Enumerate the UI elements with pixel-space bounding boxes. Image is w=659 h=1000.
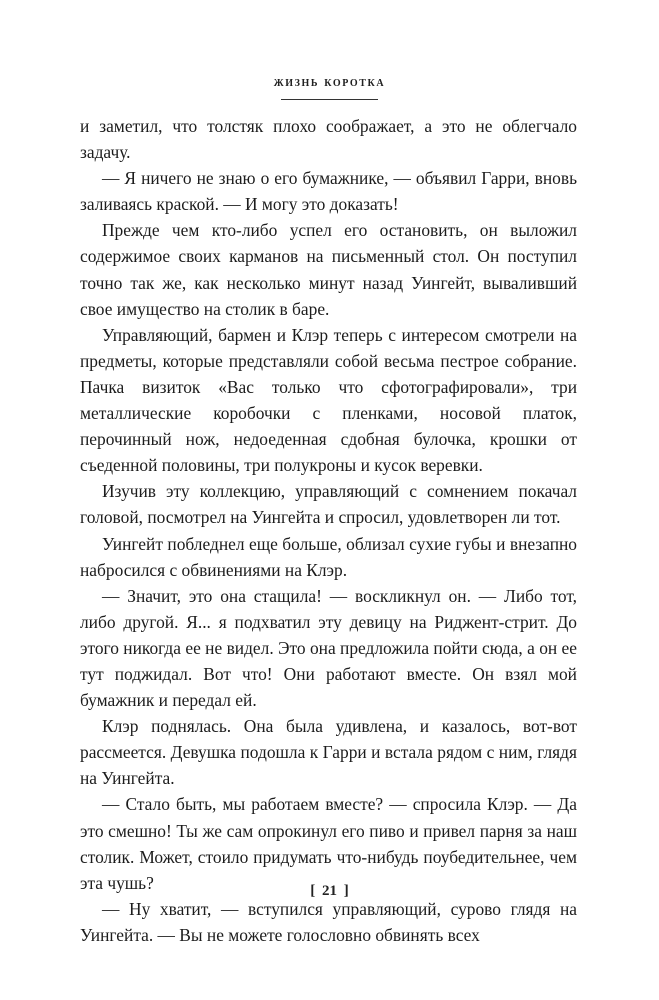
running-head-rule	[281, 99, 378, 100]
paragraph: — Я ничего не знаю о его бумажнике, — объявил Гарри, вновь заливаясь краской. — И могу это доказать!	[80, 168, 577, 215]
paragraph: — Значит, это она стащила! — воскликнул он. — Либо тот, либо другой. Я... я подхватил эту девицу на Риджент-стрит. До этого никогда ее не видел. Это она предложила пойти сюда, а он ее тут поджидал. Вот что! Они работают вместе. Он взял мой бумажник и передал ей.	[80, 585, 577, 711]
folio-number: 21	[322, 883, 337, 899]
body-text	[80, 113, 577, 948]
paragraph: Управляющий, бармен и Клэр теперь с интересом смотрели на предметы, которые представляли собой весьма пестрое собрание. Пачка визиток «Вас только что сфотографировали», три металлические коробочки с пленками, носовой платок, перочинный нож, недоеденная сдобная булочка, крошки от съеденной половины, три полукроны и кусок веревки.	[80, 324, 577, 476]
paragraph: Изучив эту коллекцию, управляющий с сомнением покачал головой, посмотрел на Уингейта и спросил, удовлетворен ли тот.	[80, 481, 577, 528]
running-head: жизнь коротка	[273, 75, 386, 90]
folio-close-bracket: ]	[343, 883, 349, 899]
folio-open-bracket: [	[310, 883, 316, 899]
paragraph: Клэр поднялась. Она была удивлена, и казалось, вот-вот рассмеется. Девушка подошла к Гарри и встала рядом с ним, глядя на Уингейта.	[80, 716, 577, 789]
paragraph: и заметил, что толстяк плохо соображает, а это не облегчало задачу.	[80, 116, 577, 163]
page-number	[0, 883, 659, 900]
paragraph: Уингейт побледнел еще больше, облизал сухие губы и внезапно набросился с обвинениями на Клэр.	[80, 533, 577, 580]
paragraph: — Стало быть, мы работаем вместе? — спросила Клэр. — Да это смешно! Ты же сам опрокинул его пиво и привел парня за наш столик. Может, стоило придумать что-нибудь поубедительнее, чем эта чушь?	[80, 794, 577, 893]
paragraph: — Ну хватит, — вступился управляющий, сурово глядя на Уингейта. — Вы не можете голословно обвинять всех	[80, 898, 577, 945]
paragraph: Прежде чем кто-либо успел его остановить, он выложил содержимое своих карманов на письменный стол. Он поступил точно так же, как несколько минут назад Уингейт, вываливший свое имущество на столик в баре.	[80, 220, 577, 319]
